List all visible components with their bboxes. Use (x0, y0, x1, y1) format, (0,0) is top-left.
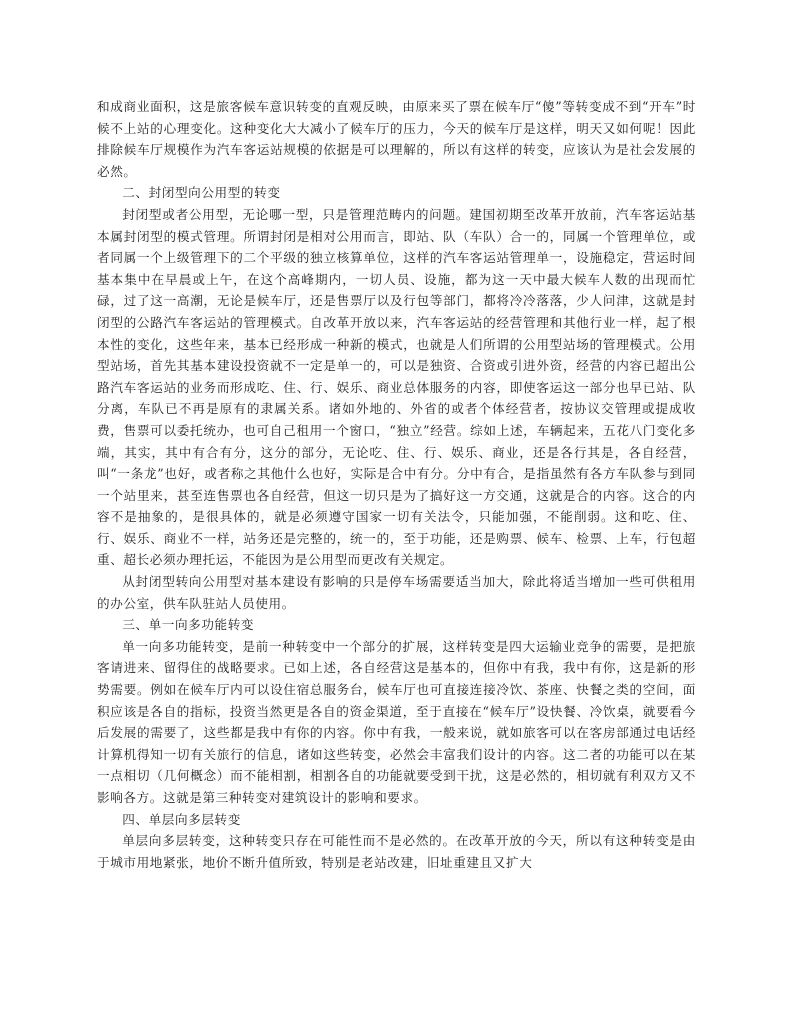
paragraph-intro: 和成商业面积，这是旅客候车意识转变的直观反映，由原来买了票在候车厅“傻”等转变成不到“开车”时候不上站的心理变化。这种变化大大减小了候车厅的压力，今天的候车厅是这样，明天又如何呢！因此排除候车厅规模作为汽车客运站规模的依据是可以理解的，所以有这样的转变，应该认为是社会发展的必然。 (97, 99, 696, 179)
paragraph-section-2a: 封闭型或者公用型，无论哪一型，只是管理范畴内的问题。建国初期至改革开放前，汽车客运站基本属封闭型的模式管理。所谓封闭是相对公用而言，即站、队（车队）合一的，同属一个管理单位，或者同属一个上级管理下的二个平级的独立核算单位，这样的汽车客运站管理单一，设施稳定，营运时间基本集中在早晨或上午，在这个高峰期内，一切人员、设施，都为这一天中最大候车人数的出现而忙碌，过了这一高潮，无论是候车厅，还是售票厅以及行包等部门，都将冷冷落落，少人问津，这就是封闭型的公路汽车客运站的管理模式。自改革开放以来，汽车客运站的经营管理和其他行业一样，起了根本性的变化，这些年来，基本已经形成一种新的模式，也就是人们所谓的公用型站场的管理模式。公用型站场，首先其基本建设投资就不一定是单一的，可以是独资、合资或引进外资，经营的内容已超出公路汽车客运站的业务而形成吃、住、行、娱乐、商业总体服务的内容，即使客运这一部分也早已站、队分离，车队已不再是原有的隶属关系。诸如外地的、外省的或者个体经营者，按协议交管理或提成收费，售票可以委托统办，也可自己租用一个窗口，“独立”经营。综如上述，车辆起来，五花八门变化多端，其实，其中有合有分，这分的部分，无论吃、住、行、娱乐、商业，还是各行其是，各自经营，叫“一条龙”也好，或者称之其他什么也好，实际是合中有分。分中有合，是指虽然有各方车队参与到同一个站里来，甚至连售票也各自经营，但这一切只是为了搞好这一方交通，这就是合的内容。这合的内容不是抽象的，是很具体的，就是必须遵守国家一切有关法令，只能加强，不能削弱。这和吃、住、行、娱乐、商业不一样，站务还是完整的，统一的，至于功能，还是购票、候车、检票、上车，行包超重、超长必须办理托运，不能因为是公用型而更改有关规定。 (97, 206, 696, 568)
section-heading-4: 四、单层向多层转变 (122, 811, 241, 827)
document-body (97, 96, 696, 873)
paragraph-section-2b: 从封闭型转向公用型对基本建设有影响的只是停车场需要适当加大，除此将适当增加一些可供租用的办公室，供车队驻站人员使用。 (97, 574, 696, 611)
paragraph-section-4: 单层向多层转变，这种转变只存在可能性而不是必然的。在改革开放的今天，所以有这种转变是由于城市用地紧张，地价不断升值所致，特别是老站改建，旧址重建且又扩大 (97, 833, 696, 870)
section-heading-3: 三、单一向多功能转变 (122, 617, 255, 633)
paragraph-section-3: 单一向多功能转变，是前一种转变中一个部分的扩展，这样转变是四大运输业竞争的需要，是把旅客请进来、留得住的战略要求。已如上述，各自经营这是基本的，但你中有我，我中有你，这是新的形势需要。例如在候车厅内可以设住宿总服务台，候车厅也可直接连接冷饮、茶座、快餐之类的空间，面积应该是各自的指标，投资当然更是各自的资金渠道，至于直接在“候车厅”设快餐、冷饮桌，就要看今后发展的需要了，这些都是我中有你的内容。你中有我，一般来说，就如旅客可以在客房部通过电话经计算机得知一切有关旅行的信息，诸如这些转变，必然会丰富我们设计的内容。这二者的功能可以在某一点相切（几何概念）而不能相割，相割各自的功能就要受到干扰，这是必然的，相切就有利双方又不影响各方。这就是第三种转变对建筑设计的影响和要求。 (97, 638, 696, 805)
section-heading-2: 二、封闭型向公用型的转变 (122, 185, 281, 201)
